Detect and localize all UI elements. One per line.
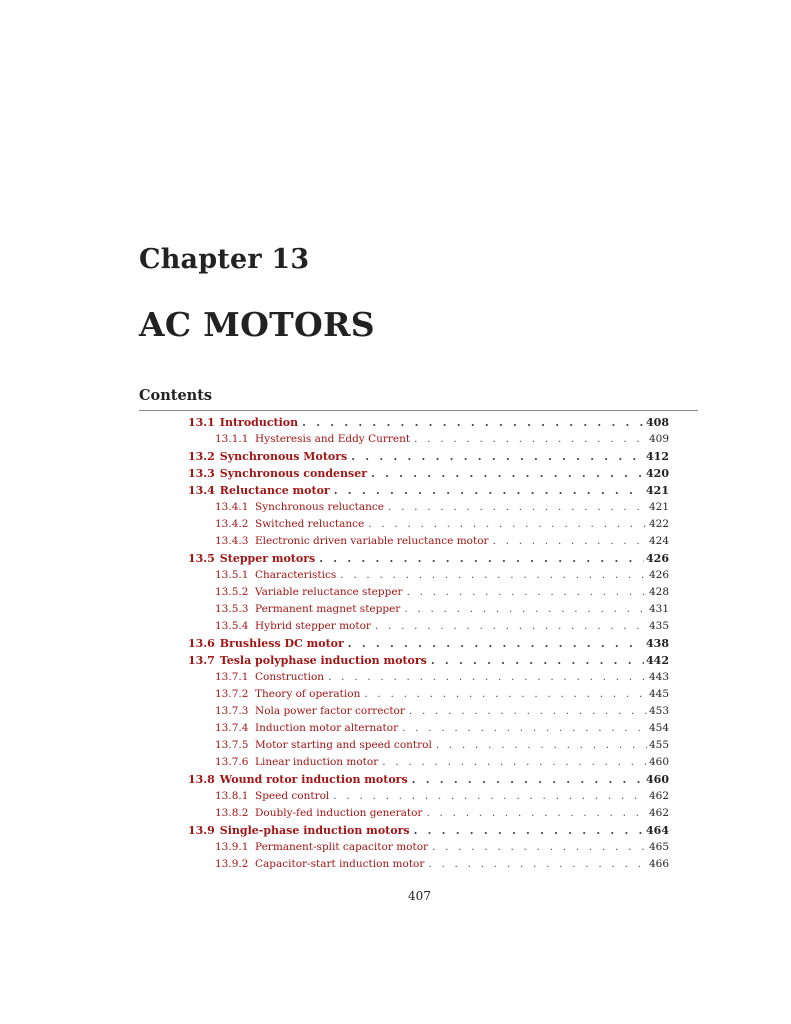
chapter-title: AC MOTORS [139,305,375,344]
toc-entry-title[interactable]: Construction [255,671,325,683]
toc-entry-page: 445 [648,688,669,700]
toc-entry-13-8-1[interactable] [215,790,669,806]
toc-entry-13-6[interactable] [188,637,669,653]
toc-dot-leader [328,671,647,683]
toc-entry-13-8[interactable] [188,773,669,789]
toc-entry-number[interactable]: 13.4.3 [215,535,249,547]
toc-entry-title[interactable]: Synchronous condenser [219,467,368,480]
toc-entry-title[interactable]: Linear induction motor [255,756,379,768]
page-number: 407 [408,889,431,903]
toc-entry-title[interactable]: Permanent magnet stepper [255,603,401,615]
toc-entry-number[interactable]: 13.5.2 [215,586,249,598]
toc-entry-number[interactable]: 13.7.4 [215,722,249,734]
toc-dot-leader [414,824,644,837]
toc-entry-13-7-4[interactable] [215,722,669,738]
toc-entry-13-7-5[interactable] [215,739,669,755]
toc-dot-leader [426,807,646,819]
toc-entry-number[interactable]: 13.3 [188,467,215,480]
toc-dot-leader [333,790,647,802]
toc-entry-number[interactable]: 13.5.1 [215,569,249,581]
toc-entry-13-7-1[interactable] [215,671,669,687]
toc-entry-page: 412 [646,450,669,463]
toc-entry-page: 431 [648,603,669,615]
toc-entry-page: 424 [648,535,669,547]
toc-entry-13-9[interactable] [188,824,669,840]
toc-entry-number[interactable]: 13.9.1 [215,841,249,853]
toc-entry-page: 455 [648,739,669,751]
toc-entry-title[interactable]: Induction motor alternator [255,722,399,734]
toc-entry-13-4-2[interactable] [215,518,669,534]
toc-entry-number[interactable]: 13.7 [188,654,215,667]
toc-entry-13-3[interactable] [188,467,669,483]
toc-dot-leader [368,518,647,530]
toc-entry-title[interactable]: Hysteresis and Eddy Current [255,433,411,445]
toc-entry-number[interactable]: 13.2 [188,450,215,463]
toc-dot-leader [382,756,647,768]
toc-entry-13-5-2[interactable] [215,586,669,602]
toc-entry-title[interactable]: Synchronous Motors [219,450,348,463]
toc-entry-page: 421 [648,501,669,513]
contents-rule [139,410,698,411]
toc-dot-leader [436,739,647,751]
toc-dot-leader [432,841,647,853]
toc-dot-leader [402,722,647,734]
toc-entry-number[interactable]: 13.8.1 [215,790,249,802]
toc-entry-title[interactable]: Permanent-split capacitor motor [255,841,429,853]
toc-entry-number[interactable]: 13.9.2 [215,858,249,870]
toc-dot-leader [371,467,644,480]
toc-dot-leader [302,416,644,429]
toc-dot-leader [431,654,644,667]
toc-entry-title[interactable]: Switched reluctance [255,518,365,530]
toc-entry-page: 426 [646,552,669,565]
toc-entry-page: 442 [646,654,669,667]
toc-dot-leader [407,586,647,598]
toc-entry-page: 460 [646,773,669,786]
toc-entry-number[interactable]: 13.4.2 [215,518,249,530]
toc-entry-page: 465 [648,841,669,853]
toc-dot-leader [493,535,647,547]
toc-entry-13-9-2[interactable] [215,858,669,874]
toc-entry-page: 466 [648,858,669,870]
toc-entry-13-8-2[interactable] [215,807,669,823]
toc-entry-page: 428 [648,586,669,598]
toc-entry-title[interactable]: Variable reluctance stepper [255,586,403,598]
toc-entry-number[interactable]: 13.8 [188,773,215,786]
toc-entry-page: 408 [646,416,669,429]
toc-entry-13-5-3[interactable] [215,603,669,619]
toc-entry-number[interactable]: 13.1 [188,416,215,429]
toc-entry-number[interactable]: 13.4.1 [215,501,249,513]
toc-dot-leader [412,773,644,786]
toc-entry-page: 438 [646,637,669,650]
toc-entry-title[interactable]: Tesla polyphase induction motors [219,654,427,667]
toc-dot-leader [348,637,644,650]
toc-dot-leader [319,552,644,565]
toc-entry-title[interactable]: Theory of operation [255,688,361,700]
toc-entry-page: 426 [648,569,669,581]
toc-dot-leader [404,603,647,615]
toc-entry-page: 462 [648,807,669,819]
toc-entry-title[interactable]: Doubly-fed induction generator [255,807,423,819]
toc-entry-page: 462 [648,790,669,802]
toc-entry-page: 464 [646,824,669,837]
toc-entry-page: 422 [648,518,669,530]
toc-entry-13-4-3[interactable] [215,535,669,551]
toc-dot-leader [351,450,644,463]
toc-entry-title[interactable]: Stepper motors [219,552,316,565]
toc-entry-title[interactable]: Synchronous reluctance [255,501,385,513]
toc-entry-number[interactable]: 13.7.6 [215,756,249,768]
toc-entry-number[interactable]: 13.5.3 [215,603,249,615]
toc-entry-13-2[interactable] [188,450,669,466]
toc-entry-13-1[interactable] [188,416,669,432]
toc-entry-page: 443 [648,671,669,683]
toc-dot-leader [388,501,647,513]
toc-entry-title[interactable]: Wound rotor induction motors [219,773,408,786]
toc-entry-number[interactable]: 13.5 [188,552,215,565]
toc-entry-title[interactable]: Characteristics [255,569,337,581]
toc-entry-number[interactable]: 13.9 [188,824,215,837]
toc-entry-number[interactable]: 13.4 [188,484,215,497]
toc-entry-number[interactable]: 13.5.4 [215,620,249,632]
toc-entry-title[interactable]: Reluctance motor [219,484,330,497]
toc-dot-leader [409,705,647,717]
toc-entry-page: 435 [648,620,669,632]
toc-entry-number[interactable]: 13.6 [188,637,215,650]
toc-dot-leader [428,858,647,870]
toc-entry-13-1-1[interactable] [215,433,669,449]
toc-entry-13-9-1[interactable] [215,841,669,857]
toc-entry-page: 409 [648,433,669,445]
toc-entry-number[interactable]: 13.7.3 [215,705,249,717]
toc-entry-13-7-3[interactable] [215,705,669,721]
toc-dot-leader [414,433,647,445]
toc-entry-title[interactable]: Nola power factor corrector [255,705,405,717]
toc-entry-title[interactable]: Motor starting and speed control [255,739,432,751]
toc-entry-title[interactable]: Introduction [219,416,299,429]
toc-entry-title[interactable]: Hybrid stepper motor [255,620,371,632]
toc-entry-13-7-6[interactable] [215,756,669,772]
toc-dot-leader [334,484,644,497]
toc-entry-13-7[interactable] [188,654,669,670]
toc-entry-page: 453 [648,705,669,717]
toc-entry-page: 454 [648,722,669,734]
contents-heading: Contents [139,387,213,404]
toc-entry-13-5[interactable] [188,552,669,568]
toc-entry-13-5-4[interactable] [215,620,669,636]
toc-entry-13-7-2[interactable] [215,688,669,704]
toc-dot-leader [375,620,647,632]
toc-entry-page: 460 [648,756,669,768]
toc-entry-number[interactable]: 13.1.1 [215,433,249,445]
toc-entry-page: 421 [646,484,669,497]
toc-dot-leader [340,569,647,581]
toc-entry-number[interactable]: 13.7.1 [215,671,249,683]
toc-entry-13-4[interactable] [188,484,669,500]
toc-entry-number[interactable]: 13.7.2 [215,688,249,700]
toc-entry-title[interactable]: Speed control [255,790,330,802]
toc-entry-title[interactable]: Capacitor-start induction motor [255,858,425,870]
toc-dot-leader [364,688,647,700]
toc-entry-13-5-1[interactable] [215,569,669,585]
toc-entry-page: 420 [646,467,669,480]
toc-entry-title[interactable]: Electronic driven variable reluctance motor [255,535,489,547]
chapter-label: Chapter 13 [139,244,310,275]
toc-entry-number[interactable]: 13.7.5 [215,739,249,751]
toc-entry-title[interactable]: Brushless DC motor [219,637,344,650]
toc-entry-title[interactable]: Single-phase induction motors [219,824,410,837]
toc-entry-13-4-1[interactable] [215,501,669,517]
toc-entry-number[interactable]: 13.8.2 [215,807,249,819]
